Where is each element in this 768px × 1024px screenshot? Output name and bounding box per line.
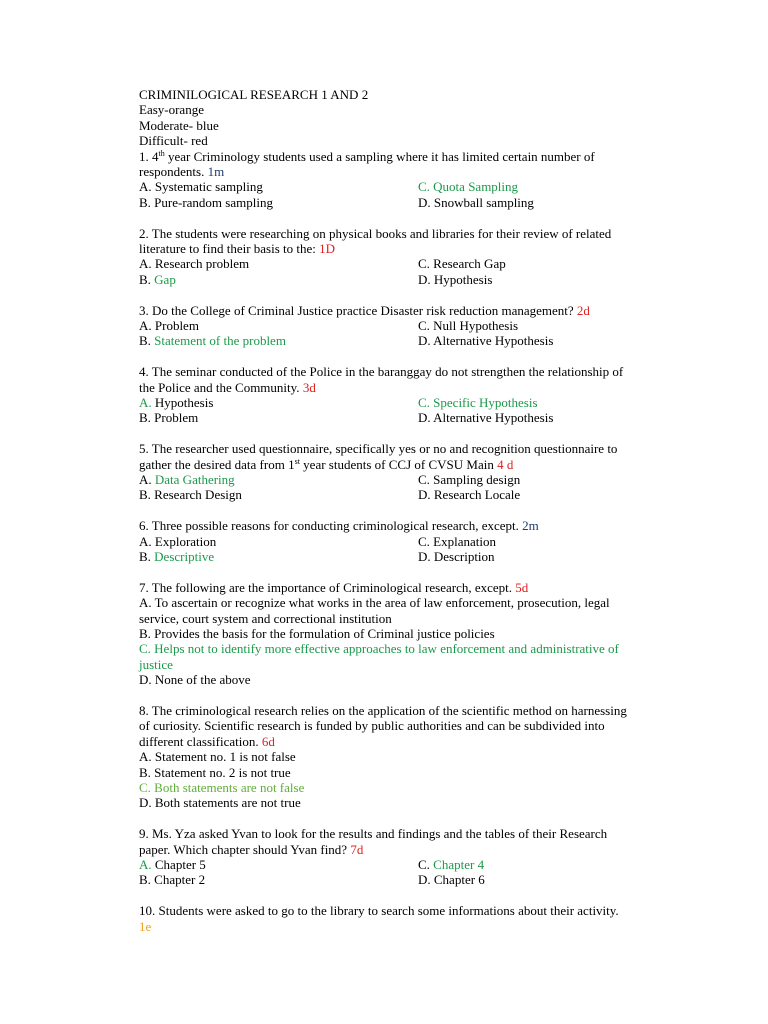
choice-d: D. Chapter 6 xyxy=(418,872,485,888)
question-text xyxy=(139,303,679,318)
choice-d: D. Research Locale xyxy=(418,487,521,503)
question-text-part: 1. 4 xyxy=(139,148,159,164)
difficulty-tag: 4 d xyxy=(497,456,514,472)
choice-b-correct xyxy=(139,333,286,348)
choice-c-correct: C. Quota Sampling xyxy=(418,179,519,195)
choice-b-correct xyxy=(139,549,214,564)
question-text: 4. The seminar conducted of the Police in the baranggay do not strengthen the relationship of xyxy=(139,364,624,380)
difficulty-tag-letter: m xyxy=(528,518,539,534)
question-text-part: 3. Do the College of Criminal Justice practice Disaster risk reduction management? xyxy=(139,302,577,318)
document-body xyxy=(139,87,679,934)
superscript: th xyxy=(158,148,165,158)
document-title: CRIMINILOGICAL RESEARCH 1 AND 2 xyxy=(139,87,369,102)
question-text xyxy=(139,457,679,472)
question-text-part: paper. Which chapter should Yvan find? xyxy=(139,841,351,857)
question-text xyxy=(139,164,679,179)
choice-answer: Chapter 4 xyxy=(433,857,485,872)
question-text xyxy=(139,380,679,395)
difficulty-tag: 1e xyxy=(139,918,152,934)
choice-a-continued: service, court system and correctional institution xyxy=(139,610,392,626)
choice-a: A. Statement no. 1 is not false xyxy=(139,749,296,765)
question-text: of curiosity. Scientific research is funded by public authorities and can be subdivided into xyxy=(139,718,605,734)
choice-c: C. Research Gap xyxy=(418,256,506,272)
legend-easy: Easy-orange xyxy=(139,102,204,118)
choice-a-correct xyxy=(139,472,235,487)
question-text: 10. Students were asked to go to the library to search some informations about their activity. xyxy=(139,903,619,919)
question-2 xyxy=(139,226,679,288)
choice-b: B. Chapter 2 xyxy=(139,872,206,888)
choice-d: D. None of the above xyxy=(139,672,251,688)
choice-answer: Hypothesis xyxy=(154,394,214,410)
choice-letter: B. xyxy=(139,271,155,287)
choice-row xyxy=(139,395,679,410)
question-text-part: gather the desired data from 1 xyxy=(139,456,295,472)
choice-c: C. Explanation xyxy=(418,533,496,549)
legend-difficult: Difficult- red xyxy=(139,133,208,149)
question-text xyxy=(139,241,679,256)
question-text-part: year Criminology students used a sampling where it has limited certain number of xyxy=(164,148,595,164)
choice-letter: A. xyxy=(139,857,152,872)
choice-row xyxy=(139,179,679,194)
difficulty-tag-number: 2 xyxy=(522,518,529,534)
choice-b: B. Pure-random sampling xyxy=(139,194,273,210)
choice-d: D. Alternative Hypothesis xyxy=(418,333,554,349)
choice-c-correct: C. Both statements are not false xyxy=(139,779,305,795)
choice-b: B. Provides the basis for the formulation of Criminal justice policies xyxy=(139,625,495,641)
choice-b: B. Research Design xyxy=(139,487,242,503)
choice-letter: B. xyxy=(139,333,155,349)
question-text-part: literature to find their basis to the: xyxy=(139,241,320,257)
difficulty-tag: 1D xyxy=(319,241,336,257)
choice-letter: A. xyxy=(139,394,155,410)
choice-a: A. Research problem xyxy=(139,256,250,272)
choice-d: D. Alternative Hypothesis xyxy=(418,410,554,426)
choice-d: D. Description xyxy=(418,548,495,564)
question-text-part: respondents. xyxy=(139,164,208,180)
question-text xyxy=(139,580,679,595)
choice-d: D. Hypothesis xyxy=(418,271,493,287)
choice-c-correct: C. Specific Hypothesis xyxy=(418,394,538,410)
question-text: 5. The researcher used questionnaire, specifically yes or no and recognition questionnaire to xyxy=(139,441,618,457)
choice-letter: B. xyxy=(139,548,155,564)
superscript: st xyxy=(294,456,300,466)
choice-d: D. Both statements are not true xyxy=(139,795,301,811)
question-text xyxy=(139,842,679,857)
difficulty-tag: 3d xyxy=(302,379,316,395)
question-text: 9. Ms. Yza asked Yvan to look for the results and findings and the tables of their Research xyxy=(139,826,608,842)
question-text xyxy=(139,149,679,164)
choice-row xyxy=(139,857,679,872)
choice-answer: Data Gathering xyxy=(154,471,235,487)
question-text-part: different classification. xyxy=(139,733,262,749)
legend-moderate: Moderate- blue xyxy=(139,117,219,133)
choice-letter: A. xyxy=(139,471,155,487)
choice-row xyxy=(139,410,679,425)
choice-c: C. Null Hypothesis xyxy=(418,318,519,333)
choice-letter: C. xyxy=(418,857,434,872)
question-9 xyxy=(139,826,679,888)
choice-answer: Statement of the problem xyxy=(154,333,286,349)
choice-c-correct: C. Helps not to identify more effective approaches to law enforcement and administrative of xyxy=(139,641,619,657)
question-6 xyxy=(139,518,679,564)
question-5 xyxy=(139,441,679,503)
question-7 xyxy=(139,580,679,688)
choice-a: A. To ascertain or recognize what works in the area of law enforcement, prosecution, legal xyxy=(139,595,610,611)
choice-row xyxy=(139,872,679,887)
question-text: 2. The students were researching on physical books and libraries for their review of related xyxy=(139,225,612,241)
choice-row xyxy=(139,549,679,564)
question-text-part: year students of CCJ of CVSU Main xyxy=(299,456,498,472)
choice-a: A. Problem xyxy=(139,318,199,333)
choice-row xyxy=(139,318,679,333)
choice-row xyxy=(139,195,679,210)
question-3 xyxy=(139,303,679,349)
question-text-part: 7. The following are the importance of Criminological research, except. xyxy=(139,579,516,595)
choice-a xyxy=(139,857,206,872)
choice-row xyxy=(139,256,679,271)
choice-b: B. Statement no. 2 is not true xyxy=(139,764,291,780)
question-text-part: 6. Three possible reasons for conducting criminological research, except. xyxy=(139,518,523,534)
question-10 xyxy=(139,903,679,934)
question-text-part: the Police and the Community. xyxy=(139,379,303,395)
choice-c-correct xyxy=(418,857,484,872)
question-8 xyxy=(139,703,679,811)
choice-answer: Descriptive xyxy=(154,548,215,564)
choice-row xyxy=(139,472,679,487)
choice-answer: Chapter 5 xyxy=(151,857,206,872)
question-text xyxy=(139,734,679,749)
choice-row xyxy=(139,487,679,502)
choice-c: C. Sampling design xyxy=(418,471,521,487)
choice-b: B. Problem xyxy=(139,410,199,426)
choice-a: A. Systematic sampling xyxy=(139,179,263,195)
choice-a xyxy=(139,395,213,410)
choice-row xyxy=(139,534,679,549)
difficulty-tag: 1m xyxy=(207,164,225,180)
choice-row xyxy=(139,333,679,348)
question-text xyxy=(139,518,679,533)
difficulty-tag: 6d xyxy=(261,733,275,749)
question-1 xyxy=(139,149,679,211)
choice-row xyxy=(139,272,679,287)
choice-a: A. Exploration xyxy=(139,533,217,549)
choice-answer: Gap xyxy=(154,271,176,287)
difficulty-tag: 7d xyxy=(350,841,364,857)
question-4 xyxy=(139,364,679,426)
difficulty-tag: 5d xyxy=(515,579,529,595)
difficulty-tag: 2d xyxy=(576,302,590,318)
choice-b-correct xyxy=(139,272,176,287)
choice-d: D. Snowball sampling xyxy=(418,194,534,210)
question-text: 8. The criminological research relies on the application of the scientific method on harnessing xyxy=(139,702,627,718)
choice-c-continued: justice xyxy=(139,656,173,672)
